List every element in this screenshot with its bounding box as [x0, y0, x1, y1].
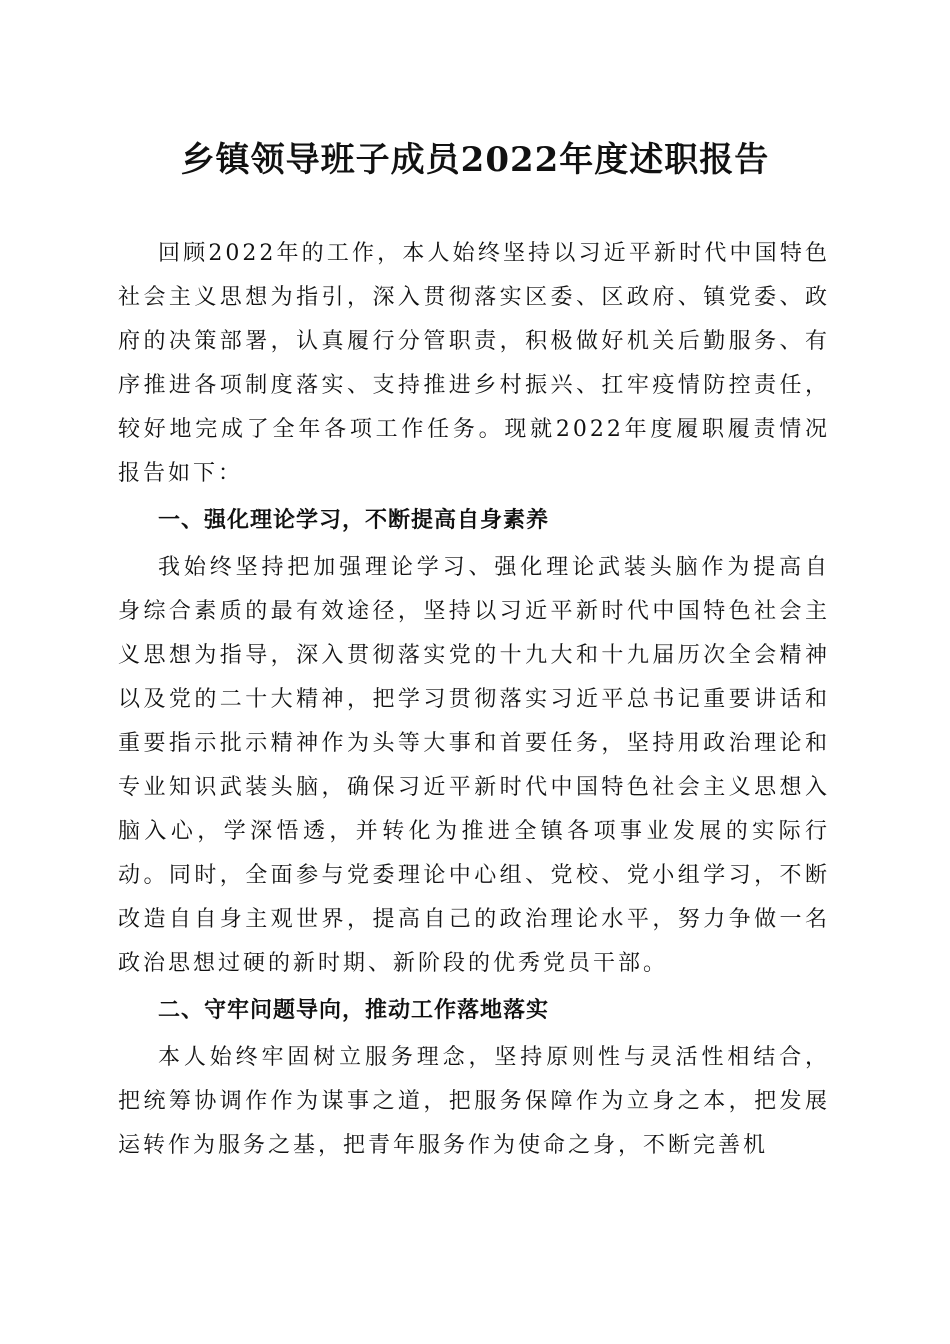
section-2-paragraph: 本人始终牢固树立服务理念，坚持原则性与灵活性相结合，把统筹协调作作为谋事之道，把服务保障作为立身之本，把发展运转作为服务之基，把青年服务作为使命之身，不断完善机 — [118, 1045, 830, 1158]
section-1-heading: 一、强化理论学习，不断提高自身素养 — [158, 508, 550, 533]
section-1-paragraph: 我始终坚持把加强理论学习、强化理论武装头脑作为提高自身综合素质的最有效途径，坚持以习近平新时代中国特色社会主义思想为指导，深入贯彻落实党的十九大和十九届历次全会精神以及党的二十大精神，把学习贯彻落实习近平总书记重要讲话和重要指示批示精神作为头等大事和首要任务，坚持用政治理论和专业知识武装头脑，确保习近平新时代中国特色社会主义思想入脑入心，学深悟透，并转化为推进全镇各项事业发展的实际行动。同时，全面参与党委理论中心组、党校、党小组学习，不断改造自自身主观世界，提高自己的政治理论水平，努力争做一名政治思想过硬的新时期、新阶段的优秀党员干部。 — [118, 555, 830, 976]
intro-paragraph: 回顾2022年的工作，本人始终坚持以习近平新时代中国特色社会主义思想为指引，深入贯彻落实区委、区政府、镇党委、政府的决策部署，认真履行分管职责，积极做好机关后勤服务、有序推进各项制度落实、支持推进乡村振兴、扛牢疫情防控责任，较好地完成了全年各项工作任务。现就2022年度履职履责情况报告如下： — [118, 241, 830, 486]
document-body — [118, 232, 830, 1168]
section-2-heading: 二、守牢问题导向，推动工作落地落实 — [158, 998, 550, 1023]
document-title: 乡镇领导班子成员2022年度述职报告 — [180, 140, 770, 180]
